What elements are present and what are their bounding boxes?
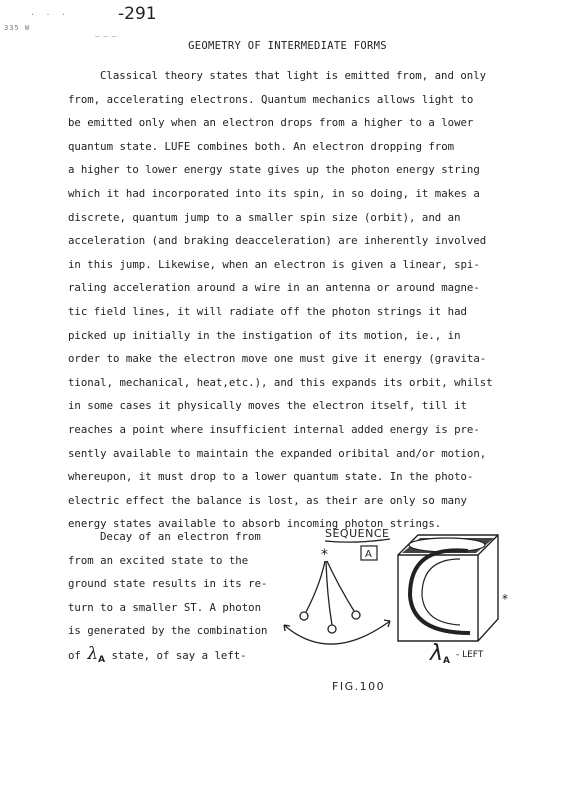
last-line-prefix: of — [68, 648, 81, 662]
paragraph-1-line: raling acceleration around a wire in an antenna or around magne- — [68, 281, 480, 295]
pendulum-bob-right — [352, 611, 360, 619]
pendulum-bob-center — [328, 625, 336, 633]
paragraph-1-line: tional, mechanical, heat,etc.), and this expands its orbit, whilst — [68, 375, 493, 389]
last-line-suffix: state, of say a left- — [105, 648, 247, 662]
pendulum-arm-left — [306, 561, 325, 612]
paragraph-1-line: reaches a point where insufficient internal added energy is pre- — [68, 422, 480, 436]
paragraph-1-line: electric effect the balance is lost, as their are only so many — [68, 493, 467, 507]
paragraph-1-line: discrete, quantum jump to a smaller spin size (orbit), and an — [68, 210, 461, 224]
paragraph-1-line: be emitted only when an electron drops from a higher to a lower — [68, 116, 474, 130]
paragraph-1-line: picked up initially in the instigation of its motion, ie., in — [68, 328, 461, 342]
paragraph-2-line: is generated by the combination — [68, 624, 268, 638]
header-stamp-top: · · · — [30, 10, 70, 19]
swing-arc — [284, 621, 390, 644]
pendulum-star: * — [321, 547, 328, 563]
paragraph-1-line: from, accelerating electrons. Quantum mechanics allows light to — [68, 92, 474, 106]
paragraph-1-line: order to make the electron move one must give it energy (gravita- — [68, 352, 487, 366]
figure-caption: FIG.100 — [332, 680, 386, 693]
pendulum-bob-left — [300, 612, 308, 620]
paragraph-1-line: in some cases it physically moves the electron itself, till it — [68, 399, 467, 413]
paragraph-1-line: tic field lines, it will radiate off the photon strings it had — [68, 304, 467, 318]
header-note: ‒ ‒ ‒ — [95, 32, 117, 40]
page-number: -291 — [118, 4, 157, 24]
paragraph-1-line: Classical theory states that light is emitted from, and only — [100, 69, 487, 82]
lambda-subscript: A — [98, 654, 106, 665]
paragraph-1-line: quantum state. LUFE combines both. An electron dropping from — [68, 139, 455, 153]
lambda-symbol: λ — [87, 643, 99, 664]
cube-star: * — [502, 592, 508, 606]
spiral-c-inner — [422, 559, 460, 625]
paragraph-1-line: energy states available to absorb incoming photon strings. — [68, 517, 442, 531]
figure-100-sketch — [270, 515, 550, 700]
paragraph-1-line: acceleration (and braking deacceleration) are inherently involved — [68, 234, 487, 248]
paragraph-2-line: Decay of an electron from — [100, 530, 261, 543]
box-label-a: A — [365, 549, 372, 560]
paragraph-2-line: ground state results in its re- — [68, 577, 268, 591]
lambda-label-sub: A — [443, 656, 450, 666]
lambda-label: λ — [430, 641, 444, 666]
paragraph-1 — [68, 64, 528, 536]
page-title: GEOMETRY OF INTERMEDIATE FORMS — [188, 40, 387, 52]
figure-label-sequence: SEQUENCE — [325, 527, 390, 540]
paragraph-2-last-line — [68, 643, 293, 673]
paragraph-1-line: sently available to maintain the expanded oribital and/or motion, — [68, 446, 487, 460]
paragraph-1-line: a higher to lower energy state gives up the photon energy string — [68, 163, 480, 177]
paragraph-2-line: from an excited state to the — [68, 553, 249, 567]
paragraph-1-line: in this jump. Likewise, when an electron is given a linear, spi- — [68, 257, 480, 271]
pendulum-arm-right — [327, 561, 354, 611]
paragraph-1-line: whereupon, it must drop to a lower quantum state. In the photo- — [68, 470, 474, 484]
paragraph-2 — [68, 525, 293, 673]
paragraph-2-line: turn to a smaller ST. A photon — [68, 600, 262, 614]
left-label: - LEFT — [456, 650, 484, 660]
header-stamp: 335 W — [4, 24, 31, 32]
paragraph-1-line: which it had incorporated into its spin, in so doing, it makes a — [68, 186, 480, 200]
